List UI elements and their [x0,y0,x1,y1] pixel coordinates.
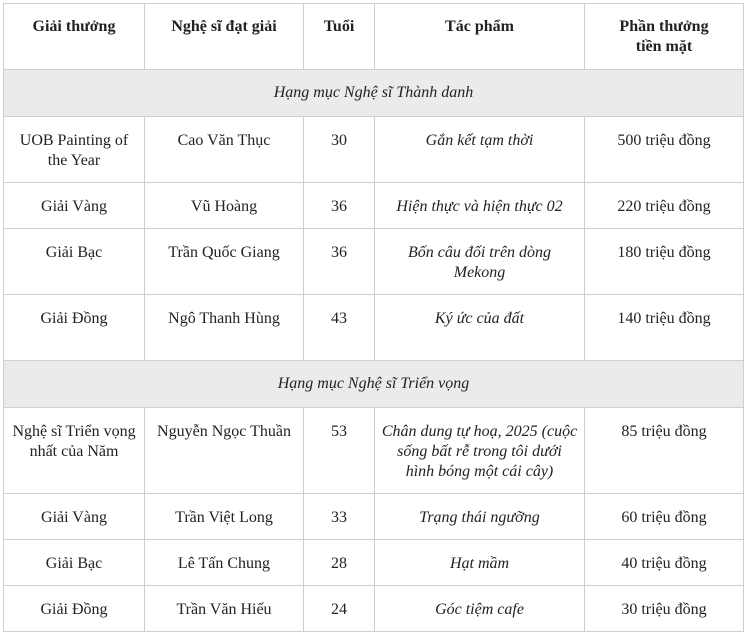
prize-cell: 140 triệu đồng [585,295,744,361]
award-cell: Giải Vàng [4,183,145,229]
age-cell: 43 [304,295,375,361]
age-cell: 24 [304,586,375,632]
header-row [4,4,744,70]
table-row [4,586,744,632]
table-row [4,408,744,494]
award-cell: Nghệ sĩ Triển vọng nhất của Năm [4,408,145,494]
age-cell: 30 [304,117,375,183]
work-cell: Hiện thực và hiện thực 02 [375,183,585,229]
age-cell: 53 [304,408,375,494]
work-cell: Hạt mầm [375,540,585,586]
artist-cell: Vũ Hoàng [145,183,304,229]
award-cell: UOB Painting of the Year [4,117,145,183]
artist-cell: Cao Văn Thục [145,117,304,183]
artist-cell: Ngô Thanh Hùng [145,295,304,361]
prize-cell: 85 triệu đồng [585,408,744,494]
age-cell: 28 [304,540,375,586]
prize-cell: 220 triệu đồng [585,183,744,229]
header-work: Tác phẩm [375,4,585,70]
header-prize [585,4,744,70]
artist-cell: Trần Văn Hiếu [145,586,304,632]
table-row [4,117,744,183]
award-cell: Giải Bạc [4,540,145,586]
section-row [4,70,744,117]
work-cell: Bốn câu đối trên dòng Mekong [375,229,585,295]
table-row [4,540,744,586]
header-prize-line2: tiền mặt [635,38,693,55]
prize-cell: 40 triệu đồng [585,540,744,586]
table-row [4,229,744,295]
prize-cell: 500 triệu đồng [585,117,744,183]
header-artist: Nghệ sĩ đạt giải [145,4,304,70]
table-row [4,494,744,540]
award-cell: Giải Bạc [4,229,145,295]
section-title: Hạng mục Nghệ sĩ Triển vọng [4,361,744,408]
awards-table [3,3,744,632]
header-age: Tuổi [304,4,375,70]
artist-cell: Nguyễn Ngọc Thuần [145,408,304,494]
age-cell: 36 [304,183,375,229]
artist-cell: Lê Tấn Chung [145,540,304,586]
header-prize-line1: Phần thưởng [619,18,709,35]
work-cell: Trạng thái ngưỡng [375,494,585,540]
age-cell: 33 [304,494,375,540]
artist-cell: Trần Việt Long [145,494,304,540]
work-cell: Ký ức của đất [375,295,585,361]
section-title: Hạng mục Nghệ sĩ Thành danh [4,70,744,117]
section-row [4,361,744,408]
award-cell: Giải Vàng [4,494,145,540]
award-cell: Giải Đồng [4,586,145,632]
header-award: Giải thưởng [4,4,145,70]
work-cell: Chân dung tự hoạ, 2025 (cuộc sống bất rễ trong tôi dưới hình bóng một cái cây) [375,408,585,494]
work-cell: Gắn kết tạm thời [375,117,585,183]
award-cell: Giải Đồng [4,295,145,361]
table-row [4,295,744,361]
artist-cell: Trần Quốc Giang [145,229,304,295]
prize-cell: 30 triệu đồng [585,586,744,632]
table-row [4,183,744,229]
prize-cell: 60 triệu đồng [585,494,744,540]
prize-cell: 180 triệu đồng [585,229,744,295]
work-cell: Góc tiệm cafe [375,586,585,632]
age-cell: 36 [304,229,375,295]
